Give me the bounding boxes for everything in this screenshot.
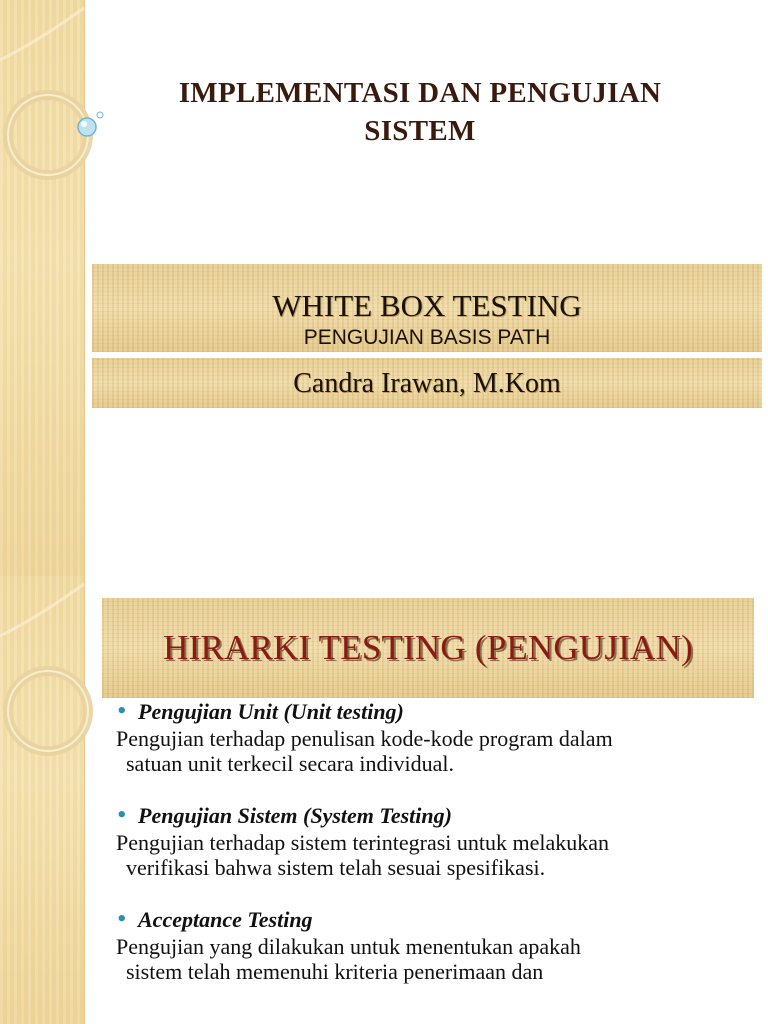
heading-banner (102, 598, 754, 698)
author-banner (92, 358, 762, 408)
item-description-line-1: Pengujian terhadap sistem terintegrasi untuk melakukan (116, 830, 610, 855)
author-name: Candra Irawan, M.Kom (293, 368, 561, 399)
slide-heading: HIRARKI TESTING (PENGUJIAN) (163, 628, 693, 667)
item-title: Pengujian Unit (Unit testing) (138, 699, 404, 724)
subtitle-main: WHITE BOX TESTING (272, 288, 582, 323)
item-description-line-2: verifikasi bahwa sistem telah sesuai spesifikasi. (126, 855, 546, 880)
subtitle-secondary: PENGUJIAN BASIS PATH (303, 326, 551, 349)
bullet-list (116, 698, 756, 1010)
bullet-dot-icon: • (116, 805, 128, 826)
list-item (116, 698, 756, 776)
list-item (116, 802, 756, 880)
slide-title-line-1: IMPLEMENTASI DAN PENGUJIAN (178, 77, 662, 109)
bullet-dot-icon: • (116, 701, 128, 722)
slide-title (120, 74, 720, 150)
item-description-line-2: satuan unit terkecil secara individual. (126, 751, 455, 776)
item-description-line-2: sistem telah memenuhi kriteria penerimaan dan (126, 959, 544, 984)
item-title: Pengujian Sistem (System Testing) (138, 803, 452, 828)
item-description-line-1: Pengujian yang dilakukan untuk menentukan apakah (116, 934, 581, 959)
list-item (116, 906, 756, 984)
slide-title-line-2: SISTEM (364, 115, 476, 147)
item-description-line-1: Pengujian terhadap penulisan kode-kode program dalam (116, 726, 613, 751)
content-slide (0, 576, 768, 1024)
subtitle-banner (92, 264, 762, 352)
item-title: Acceptance Testing (138, 907, 313, 932)
bullet-dot-icon: • (116, 909, 128, 930)
